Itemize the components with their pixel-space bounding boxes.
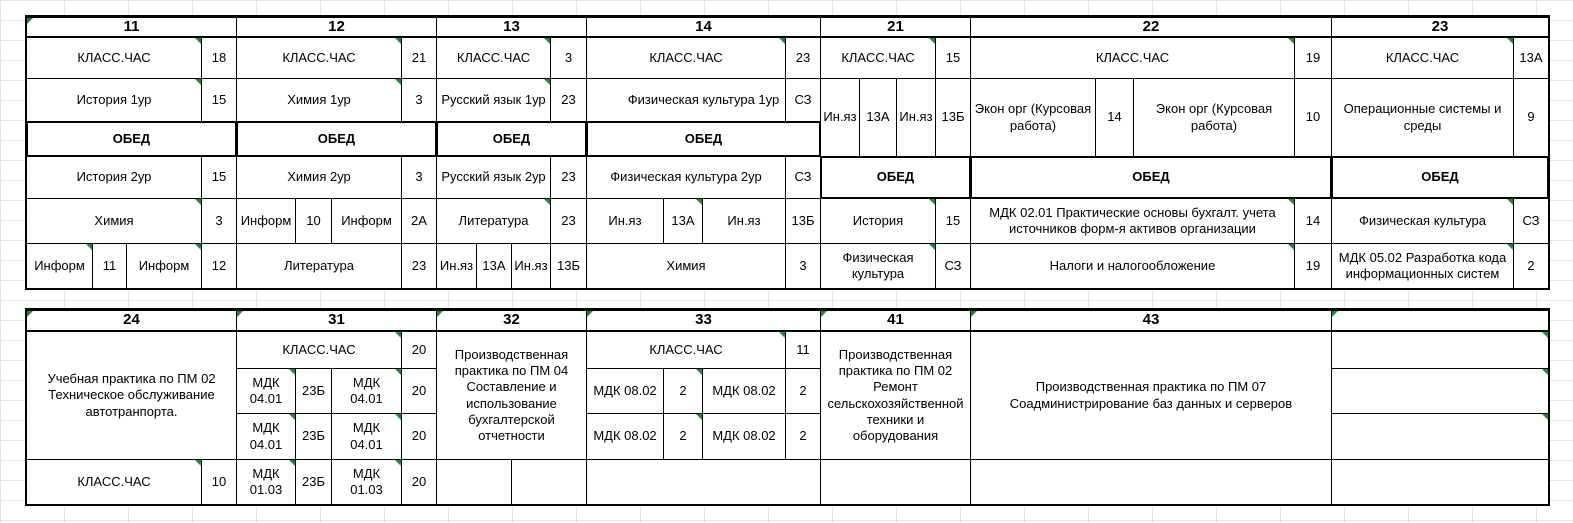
subject-cell[interactable]: Информ (126, 243, 202, 289)
subject-cell[interactable]: Информ (236, 198, 296, 244)
empty-cell[interactable] (1331, 459, 1549, 505)
room-cell[interactable]: 3 (201, 198, 237, 244)
room-cell[interactable]: 23Б (295, 459, 332, 505)
subject-cell[interactable]: Литература (236, 243, 402, 289)
subject-cell[interactable]: История 2ур (26, 156, 202, 199)
room-cell[interactable]: 13А (476, 243, 512, 289)
room-cell[interactable]: 18 (201, 37, 237, 79)
subject-cell[interactable]: Налоги и налогообложение (970, 243, 1295, 289)
room-cell[interactable]: 15 (935, 37, 971, 79)
empty-cell[interactable] (970, 459, 1332, 505)
room-cell[interactable]: 3 (785, 243, 821, 289)
subject-cell[interactable]: Ин.яз (820, 78, 860, 157)
empty-header-cell[interactable] (1331, 309, 1549, 332)
subject-cell[interactable]: Русский язык 2ур (436, 156, 551, 199)
subject-cell[interactable]: МДК 04.01 (236, 368, 296, 414)
group-header[interactable]: 14 (586, 16, 821, 38)
group-header[interactable]: 24 (26, 309, 237, 332)
lunch-cell[interactable]: ОБЕД (970, 156, 1332, 199)
subject-cell[interactable]: Химия (586, 243, 786, 289)
subject-cell[interactable]: КЛАСС.ЧАС (586, 37, 786, 79)
room-cell[interactable]: 20 (401, 331, 437, 369)
room-cell[interactable]: 23Б (295, 368, 332, 414)
subject-cell[interactable]: КЛАСС.ЧАС (970, 37, 1295, 79)
subject-cell[interactable]: МДК 02.01 Практические основы бухгалт. учета источников форм-я активов организации (970, 198, 1295, 244)
subject-cell[interactable]: МДК 08.02 (702, 413, 786, 460)
room-cell[interactable]: 3 (401, 156, 437, 199)
empty-cell[interactable] (1331, 331, 1549, 369)
subject-cell[interactable]: Физическая культура 2ур (586, 156, 786, 199)
room-cell[interactable]: 2 (1513, 243, 1549, 289)
room-cell[interactable]: 12 (201, 243, 237, 289)
group-header[interactable]: 31 (236, 309, 437, 332)
room-cell[interactable]: 13А (663, 198, 703, 244)
subject-cell[interactable]: Экон орг (Курсовая работа) (1133, 78, 1295, 157)
room-cell[interactable]: СЗ (935, 243, 971, 289)
practice-cell[interactable]: Производственная практика по ПМ 02 Ремонт сельскохозяйственной техники и оборудования (820, 331, 971, 460)
room-cell[interactable]: 21 (401, 37, 437, 79)
subject-cell[interactable]: КЛАСС.ЧАС (26, 459, 202, 505)
room-cell[interactable]: 13Б (935, 78, 971, 157)
subject-cell[interactable]: Информ (26, 243, 93, 289)
lunch-cell[interactable]: ОБЕД (586, 121, 821, 157)
group-header[interactable]: 33 (586, 309, 821, 332)
room-cell[interactable]: 2 (785, 368, 821, 414)
room-cell[interactable]: 2 (785, 413, 821, 460)
group-header[interactable]: 41 (820, 309, 971, 332)
lunch-cell[interactable]: ОБЕД (820, 156, 971, 199)
group-header[interactable]: 43 (970, 309, 1332, 332)
subject-cell[interactable]: МДК 01.03 (236, 459, 296, 505)
room-cell[interactable]: 11 (785, 331, 821, 369)
subject-cell[interactable]: Ин.яз (702, 198, 786, 244)
room-cell[interactable]: 2 (663, 368, 703, 414)
room-cell[interactable]: 9 (1513, 78, 1549, 157)
room-cell[interactable]: 19 (1294, 243, 1332, 289)
lunch-cell[interactable]: ОБЕД (1331, 156, 1549, 199)
subject-cell[interactable]: Русский язык 1ур (436, 78, 551, 122)
room-cell[interactable]: 10 (295, 198, 332, 244)
lunch-cell[interactable]: ОБЕД (436, 121, 587, 157)
subject-cell[interactable]: Операционные системы и среды (1331, 78, 1514, 157)
room-cell[interactable]: 14 (1294, 198, 1332, 244)
room-cell[interactable]: 23 (401, 243, 437, 289)
room-cell[interactable]: 20 (401, 413, 437, 460)
subject-cell[interactable]: История (820, 198, 936, 244)
subject-cell[interactable]: Ин.яз (896, 78, 936, 157)
room-cell[interactable]: 13Б (785, 198, 821, 244)
room-cell[interactable]: 3 (401, 78, 437, 122)
subject-cell[interactable]: Ин.яз (586, 198, 664, 244)
subject-cell[interactable]: МДК 08.02 (702, 368, 786, 414)
subject-cell[interactable]: МДК 04.01 (236, 413, 296, 460)
lunch-cell[interactable]: ОБЕД (26, 121, 237, 157)
subject-cell[interactable]: Физическая культура 1ур (586, 78, 821, 122)
room-cell[interactable]: 19 (1294, 37, 1332, 79)
subject-cell[interactable]: Химия 2ур (236, 156, 402, 199)
subject-cell[interactable]: Химия 1ур (236, 78, 402, 122)
room-cell[interactable]: 11 (92, 243, 127, 289)
room-cell[interactable]: 2 (663, 413, 703, 460)
subject-cell[interactable]: Информ (331, 198, 402, 244)
empty-cell[interactable] (820, 459, 971, 505)
room-cell[interactable]: 13Б (550, 243, 587, 289)
subject-cell[interactable]: МДК 04.01 (331, 413, 402, 460)
subject-cell[interactable]: КЛАСС.ЧАС (436, 37, 551, 79)
group-header[interactable]: 22 (970, 16, 1332, 38)
subject-cell[interactable]: МДК 08.02 (586, 413, 664, 460)
room-cell[interactable]: 10 (1294, 78, 1332, 157)
subject-cell[interactable]: КЛАСС.ЧАС (26, 37, 202, 79)
room-cell[interactable]: 23Б (295, 413, 332, 460)
room-cell[interactable]: 13А (1513, 37, 1549, 79)
group-header[interactable]: 23 (1331, 16, 1549, 38)
practice-cell[interactable]: Учебная практика по ПМ 02 Техническое обслуживание автотранпорта. (26, 331, 237, 460)
room-cell[interactable]: 20 (401, 459, 437, 505)
room-cell[interactable]: 14 (1095, 78, 1134, 157)
empty-cell[interactable] (586, 459, 821, 505)
room-cell[interactable]: 2А (401, 198, 437, 244)
room-cell[interactable]: 13А (859, 78, 897, 157)
room-cell[interactable]: СЗ (1513, 198, 1549, 244)
room-cell[interactable]: 10 (201, 459, 237, 505)
subject-cell[interactable]: Ин.яз (511, 243, 551, 289)
practice-cell[interactable]: Производственная практика по ПМ 07 Соадминистрирование баз данных и серверов (970, 331, 1332, 460)
room-cell[interactable]: 23 (550, 78, 587, 122)
subject-cell[interactable]: МДК 08.02 (586, 368, 664, 414)
room-cell[interactable]: СЗ (785, 156, 821, 199)
room-cell[interactable]: 15 (935, 198, 971, 244)
subject-cell[interactable]: Физическая культура (820, 243, 936, 289)
subject-cell[interactable]: КЛАСС.ЧАС (236, 331, 402, 369)
subject-cell[interactable]: КЛАСС.ЧАС (1331, 37, 1514, 79)
practice-cell[interactable]: Производственная практика по ПМ 04 Составление и использование бухгалтерской отчетности (436, 331, 587, 460)
room-cell[interactable]: 15 (201, 78, 237, 122)
room-cell[interactable]: 23 (785, 37, 821, 79)
subject-cell[interactable]: Экон орг (Курсовая работа) (970, 78, 1096, 157)
group-header[interactable]: 21 (820, 16, 971, 38)
empty-cell[interactable] (511, 459, 587, 505)
subject-cell[interactable]: Ин.яз (436, 243, 477, 289)
room-cell[interactable]: 23 (550, 198, 587, 244)
group-header[interactable]: 32 (436, 309, 587, 332)
subject-cell[interactable]: КЛАСС.ЧАС (820, 37, 936, 79)
room-cell[interactable]: 15 (201, 156, 237, 199)
group-header[interactable]: 11 (26, 16, 237, 38)
empty-cell[interactable] (436, 459, 512, 505)
subject-cell[interactable]: Химия (26, 198, 202, 244)
subject-cell[interactable]: КЛАСС.ЧАС (586, 331, 786, 369)
group-header[interactable]: 12 (236, 16, 437, 38)
subject-cell[interactable]: МДК 01.03 (331, 459, 402, 505)
group-header[interactable]: 13 (436, 16, 587, 38)
subject-cell[interactable]: Физическая культура (1331, 198, 1514, 244)
subject-cell[interactable]: КЛАСС.ЧАС (236, 37, 402, 79)
room-cell[interactable]: 3 (550, 37, 587, 79)
subject-cell[interactable]: МДК 05.02 Разработка кода информационных систем (1331, 243, 1514, 289)
lunch-cell[interactable]: ОБЕД (236, 121, 437, 157)
empty-cell[interactable] (1331, 368, 1549, 414)
room-cell[interactable]: 20 (401, 368, 437, 414)
empty-cell[interactable] (1331, 413, 1549, 460)
subject-cell[interactable]: МДК 04.01 (331, 368, 402, 414)
room-cell[interactable]: СЗ (785, 78, 821, 122)
room-cell[interactable]: 23 (550, 156, 587, 199)
subject-cell[interactable]: Литература (436, 198, 551, 244)
subject-cell[interactable]: История 1ур (26, 78, 202, 122)
